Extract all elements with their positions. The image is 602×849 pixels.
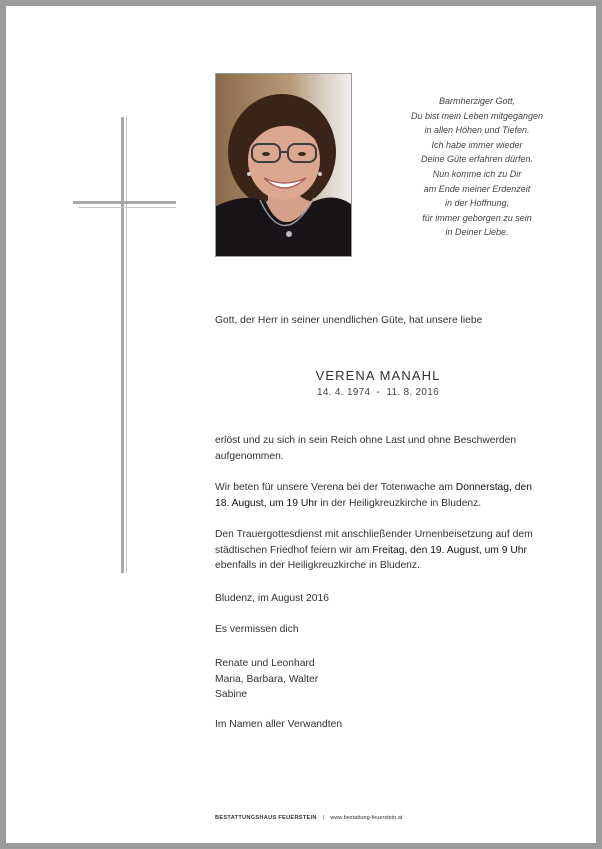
footer-url[interactable]: www.bestattung-feuerstein.at bbox=[330, 815, 403, 821]
poem-line: Barmherziger Gott, bbox=[438, 96, 516, 106]
cross-vertical-line bbox=[126, 117, 127, 573]
funeral-text: Den Trauergottesdienst mit anschließender Urnenbeisetzung auf dem städtischen Friedhof feiern wir am bbox=[215, 529, 533, 556]
footer-firm: BESTATTUNGSHAUS FEUERSTEIN bbox=[215, 815, 317, 821]
poem-line: Nun komme ich zu Dir bbox=[432, 168, 522, 179]
poem-line: in allen Höhen und Tiefen. bbox=[424, 125, 530, 136]
cross-vertical-bar bbox=[121, 117, 124, 573]
on-behalf-text: Im Namen aller Verwandten bbox=[215, 719, 343, 730]
life-dates: 14. 4. 1974 - 11. 8. 2016 bbox=[317, 387, 439, 398]
paragraph-received: erlöst und zu sich in sein Reich ohne Last und ohne Beschwerden aufgenommen. bbox=[215, 435, 517, 462]
poem-line: Du bist mein Leben mitgegangen bbox=[410, 110, 544, 121]
paragraph-funeral bbox=[215, 527, 545, 574]
family-member: Renate und Leonhard bbox=[215, 658, 315, 669]
intro-text: Gott, der Herr in seiner unendlichen Güte, hat unsere liebe bbox=[215, 315, 483, 326]
footer-separator: | bbox=[322, 815, 325, 821]
place-date: Bludenz, im August 2016 bbox=[215, 593, 329, 604]
poem-line: Ich habe immer wieder bbox=[431, 139, 523, 150]
funeral-location: ebenfalls in der Heiligkreuzkirche in Bludenz. bbox=[215, 560, 420, 572]
poem-line: Deine Güte erfahren dürfen. bbox=[420, 154, 534, 165]
paragraph-vigil bbox=[215, 480, 545, 511]
missed-by-text: Es vermissen dich bbox=[215, 624, 299, 635]
footer bbox=[215, 815, 402, 821]
family-member: Maria, Barbara, Walter bbox=[215, 673, 319, 685]
family-member: Sabine bbox=[215, 689, 248, 701]
poem-line: am Ende meiner Erdenzeit bbox=[423, 183, 531, 194]
poem-line: in Deiner Liebe. bbox=[445, 227, 509, 238]
portrait-photo bbox=[215, 73, 352, 257]
cross-horizontal-line bbox=[78, 207, 176, 208]
cross-horizontal-bar bbox=[73, 201, 176, 204]
vigil-location: in der Heiligkreuzkirche in Bludenz. bbox=[317, 497, 482, 509]
vigil-text: Wir beten für unsere Verena bei der Totenwache am bbox=[215, 482, 456, 493]
poem-line: für immer geborgen zu sein bbox=[422, 212, 532, 223]
poem bbox=[370, 94, 584, 240]
family-list bbox=[215, 656, 318, 703]
funeral-date: Freitag, den 19. August, um 9 Uhr bbox=[372, 544, 527, 556]
portrait-illustration bbox=[216, 74, 351, 256]
deceased-name: VERENA MANAHL bbox=[315, 368, 441, 383]
vigil-date: Donnerstag, den 18. August, um 19 Uhr bbox=[215, 482, 532, 509]
poem-line: in der Hoffnung, bbox=[444, 198, 510, 209]
